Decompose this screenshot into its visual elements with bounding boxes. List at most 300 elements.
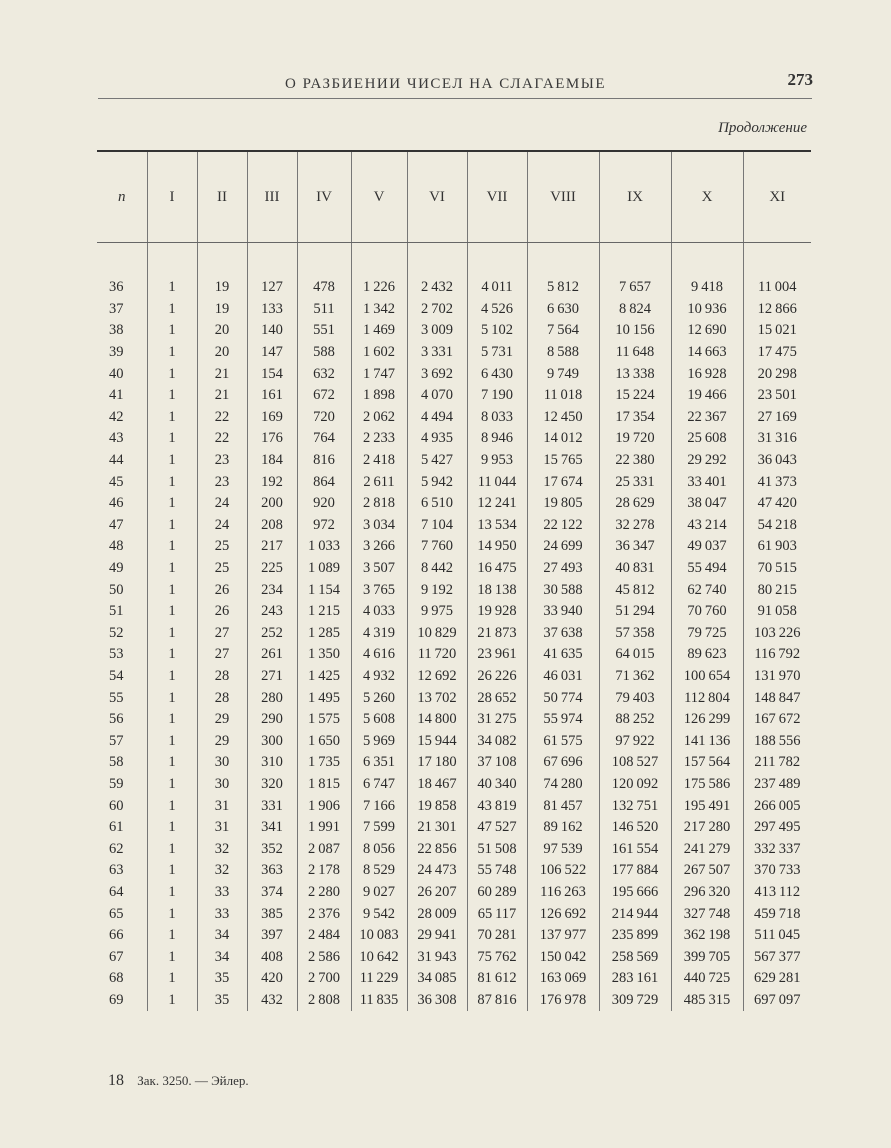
table-cell: 225 — [247, 558, 297, 580]
table-cell: 10 642 — [351, 946, 407, 968]
table-cell: 23 — [197, 471, 247, 493]
table-cell: 36 308 — [407, 990, 467, 1012]
table-cell: 4 319 — [351, 623, 407, 645]
table-row — [97, 795, 811, 817]
table-cell: 362 198 — [671, 925, 743, 947]
footer — [108, 1072, 249, 1090]
table-cell: 10 156 — [599, 320, 671, 342]
table-cell: 19 928 — [467, 601, 527, 623]
table-row — [97, 320, 811, 342]
table-cell: 8 824 — [599, 299, 671, 321]
table-cell: 147 — [247, 342, 297, 364]
table-cell: 100 654 — [671, 666, 743, 688]
row-index-cell: 66 — [109, 927, 124, 944]
table-cell: 296 320 — [671, 882, 743, 904]
table-cell: 37 638 — [527, 623, 599, 645]
table-cell: 31 275 — [467, 709, 527, 731]
table-cell: 161 554 — [599, 838, 671, 860]
table-cell: 141 136 — [671, 730, 743, 752]
table-cell: 11 720 — [407, 644, 467, 666]
table-cell: 478 — [297, 277, 351, 299]
table-row — [97, 471, 811, 493]
table-cell: 24 — [197, 493, 247, 515]
table-cell: 1 033 — [297, 536, 351, 558]
table-cell: 3 692 — [407, 363, 467, 385]
table-cell: 1 — [147, 687, 197, 709]
table-cell: 2 178 — [297, 860, 351, 882]
table-cell: 21 — [197, 385, 247, 407]
table-cell: 11 044 — [467, 471, 527, 493]
table-cell: 1 747 — [351, 363, 407, 385]
table-cell: 29 292 — [671, 450, 743, 472]
table-cell: 1 — [147, 709, 197, 731]
table-cell: 217 280 — [671, 817, 743, 839]
table-cell: 7 190 — [467, 385, 527, 407]
row-index-cell: 63 — [109, 862, 124, 879]
table-cell: 79 403 — [599, 687, 671, 709]
table-cell: 13 534 — [467, 515, 527, 537]
table-cell: 51 508 — [467, 838, 527, 860]
column-header: VII — [467, 151, 527, 243]
printer-note: Зак. 3250. — Эйлер. — [137, 1073, 249, 1088]
table-cell: 120 092 — [599, 774, 671, 796]
table-row — [97, 946, 811, 968]
table-cell: 70 281 — [467, 925, 527, 947]
table-cell: 1 089 — [297, 558, 351, 580]
table-cell: 432 — [247, 990, 297, 1012]
row-index-cell: 48 — [109, 538, 124, 555]
row-index-cell: 43 — [109, 430, 124, 447]
table-cell: 413 112 — [743, 882, 811, 904]
table-cell: 4 011 — [467, 277, 527, 299]
table-cell: 1 — [147, 946, 197, 968]
table-cell: 65 117 — [467, 903, 527, 925]
table-cell: 19 — [197, 299, 247, 321]
row-index-cell: 62 — [109, 840, 124, 857]
table-row — [97, 536, 811, 558]
table-cell: 55 494 — [671, 558, 743, 580]
table-cell: 271 — [247, 666, 297, 688]
table-cell: 280 — [247, 687, 297, 709]
table-cell: 97 922 — [599, 730, 671, 752]
table-cell: 34 — [197, 925, 247, 947]
table-cell: 331 — [247, 795, 297, 817]
column-header: IX — [599, 151, 671, 243]
table-cell: 35 — [197, 990, 247, 1012]
table-row — [97, 558, 811, 580]
table-cell: 588 — [297, 342, 351, 364]
table-cell: 28 629 — [599, 493, 671, 515]
table-row — [97, 493, 811, 515]
table-cell: 1 — [147, 385, 197, 407]
table-cell: 5 427 — [407, 450, 467, 472]
table-cell: 19 858 — [407, 795, 467, 817]
table-cell: 320 — [247, 774, 297, 796]
column-header: VIII — [527, 151, 599, 243]
table-cell: 1 — [147, 579, 197, 601]
table-cell: 1 226 — [351, 277, 407, 299]
row-index-cell: 36 — [109, 279, 124, 296]
table-row — [97, 860, 811, 882]
row-index-cell: 67 — [109, 948, 124, 965]
table-cell: 1 285 — [297, 623, 351, 645]
table-cell: 2 611 — [351, 471, 407, 493]
table-cell: 1 — [147, 882, 197, 904]
table-cell: 1 — [147, 407, 197, 429]
table-cell: 5 608 — [351, 709, 407, 731]
table-cell: 20 — [197, 320, 247, 342]
table-cell: 50 774 — [527, 687, 599, 709]
table-cell: 17 354 — [599, 407, 671, 429]
table-cell: 1 — [147, 623, 197, 645]
table-cell: 4 526 — [467, 299, 527, 321]
table-cell: 1 991 — [297, 817, 351, 839]
table-cell: 2 062 — [351, 407, 407, 429]
table-cell: 2 418 — [351, 450, 407, 472]
table-cell: 9 192 — [407, 579, 467, 601]
table-cell: 1 — [147, 450, 197, 472]
table-cell: 26 — [197, 579, 247, 601]
table-cell: 511 — [297, 299, 351, 321]
table-cell: 1 350 — [297, 644, 351, 666]
table-cell: 17 180 — [407, 752, 467, 774]
table-row — [97, 968, 811, 990]
table-cell: 19 — [197, 277, 247, 299]
table-cell: 33 401 — [671, 471, 743, 493]
table-cell: 1 — [147, 752, 197, 774]
table-cell: 6 747 — [351, 774, 407, 796]
table-cell: 51 294 — [599, 601, 671, 623]
column-header: XI — [743, 151, 811, 243]
table-cell: 106 522 — [527, 860, 599, 882]
table-cell: 116 792 — [743, 644, 811, 666]
table-cell: 208 — [247, 515, 297, 537]
table-cell: 816 — [297, 450, 351, 472]
table-cell: 237 489 — [743, 774, 811, 796]
table-cell: 1 469 — [351, 320, 407, 342]
table-cell: 1 — [147, 277, 197, 299]
table-cell: 22 122 — [527, 515, 599, 537]
table-cell: 485 315 — [671, 990, 743, 1012]
table-cell: 150 042 — [527, 946, 599, 968]
row-index-cell: 45 — [109, 473, 124, 490]
column-header: n — [97, 151, 147, 243]
table-cell: 28 009 — [407, 903, 467, 925]
row-index-cell: 49 — [109, 560, 124, 577]
table-cell: 47 527 — [467, 817, 527, 839]
row-index-cell: 37 — [109, 300, 124, 317]
table-cell: 61 575 — [527, 730, 599, 752]
table-cell: 310 — [247, 752, 297, 774]
table-row — [97, 644, 811, 666]
table-cell: 29 941 — [407, 925, 467, 947]
table-cell: 1 — [147, 363, 197, 385]
table-cell: 2 233 — [351, 428, 407, 450]
table-cell: 157 564 — [671, 752, 743, 774]
table-cell: 1 — [147, 558, 197, 580]
table-cell: 1 — [147, 428, 197, 450]
table-cell: 11 004 — [743, 277, 811, 299]
table-row — [97, 601, 811, 623]
table-cell: 1 — [147, 471, 197, 493]
table-cell: 26 — [197, 601, 247, 623]
table-row — [97, 579, 811, 601]
table-cell: 1 — [147, 968, 197, 990]
table-cell: 27 — [197, 623, 247, 645]
table-cell: 352 — [247, 838, 297, 860]
table-cell: 192 — [247, 471, 297, 493]
table-row — [97, 385, 811, 407]
table-cell: 177 884 — [599, 860, 671, 882]
table-cell: 261 — [247, 644, 297, 666]
row-index-cell: 57 — [109, 732, 124, 749]
row-index-cell: 54 — [109, 667, 124, 684]
table-row — [97, 774, 811, 796]
table-row — [97, 730, 811, 752]
row-index-cell: 47 — [109, 516, 124, 533]
table-row — [97, 752, 811, 774]
table-cell: 764 — [297, 428, 351, 450]
table-cell: 23 — [197, 450, 247, 472]
table-cell: 551 — [297, 320, 351, 342]
table-cell: 8 033 — [467, 407, 527, 429]
table-cell: 81 612 — [467, 968, 527, 990]
table-cell: 80 215 — [743, 579, 811, 601]
table-cell: 408 — [247, 946, 297, 968]
table-cell: 200 — [247, 493, 297, 515]
table-cell: 67 696 — [527, 752, 599, 774]
row-index-cell: 44 — [109, 452, 124, 469]
table-cell: 7 166 — [351, 795, 407, 817]
table-cell: 6 510 — [407, 493, 467, 515]
table-cell: 1 815 — [297, 774, 351, 796]
table-cell: 71 362 — [599, 666, 671, 688]
table-cell: 234 — [247, 579, 297, 601]
table-cell: 188 556 — [743, 730, 811, 752]
table-cell: 211 782 — [743, 752, 811, 774]
table-cell: 34 — [197, 946, 247, 968]
table-row — [97, 666, 811, 688]
table-cell: 1 — [147, 817, 197, 839]
table-cell: 397 — [247, 925, 297, 947]
table-cell: 8 588 — [527, 342, 599, 364]
table-body — [97, 243, 811, 1012]
table-cell: 1 — [147, 795, 197, 817]
table-cell: 1 — [147, 730, 197, 752]
table-cell: 21 873 — [467, 623, 527, 645]
table-cell: 32 — [197, 838, 247, 860]
table-cell: 3 765 — [351, 579, 407, 601]
row-index-cell: 52 — [109, 624, 124, 641]
table-cell: 1 650 — [297, 730, 351, 752]
table-cell: 11 648 — [599, 342, 671, 364]
table-cell: 385 — [247, 903, 297, 925]
table-cell: 12 450 — [527, 407, 599, 429]
table-cell: 26 207 — [407, 882, 467, 904]
row-index-cell: 42 — [109, 408, 124, 425]
table-cell: 36 347 — [599, 536, 671, 558]
table-cell: 864 — [297, 471, 351, 493]
table-cell: 34 085 — [407, 968, 467, 990]
table-cell: 420 — [247, 968, 297, 990]
table-cell: 22 380 — [599, 450, 671, 472]
table-cell: 32 278 — [599, 515, 671, 537]
table-row — [97, 817, 811, 839]
table-cell: 1 898 — [351, 385, 407, 407]
row-index-cell: 60 — [109, 797, 124, 814]
table-row — [97, 299, 811, 321]
table-cell: 18 467 — [407, 774, 467, 796]
table-cell: 12 866 — [743, 299, 811, 321]
table-cell: 632 — [297, 363, 351, 385]
table-cell: 341 — [247, 817, 297, 839]
table-cell: 140 — [247, 320, 297, 342]
table-cell: 15 944 — [407, 730, 467, 752]
table-cell: 9 542 — [351, 903, 407, 925]
table-cell: 17 674 — [527, 471, 599, 493]
table-cell: 6 430 — [467, 363, 527, 385]
table-cell: 108 527 — [599, 752, 671, 774]
table-cell: 235 899 — [599, 925, 671, 947]
table-cell: 176 — [247, 428, 297, 450]
table-cell: 5 812 — [527, 277, 599, 299]
table-cell: 103 226 — [743, 623, 811, 645]
table-cell: 91 058 — [743, 601, 811, 623]
table-cell: 300 — [247, 730, 297, 752]
table-cell: 37 108 — [467, 752, 527, 774]
table-cell: 3 331 — [407, 342, 467, 364]
table-cell: 25 — [197, 536, 247, 558]
table-cell: 12 690 — [671, 320, 743, 342]
table-cell: 195 491 — [671, 795, 743, 817]
table-cell: 399 705 — [671, 946, 743, 968]
table-cell: 30 — [197, 774, 247, 796]
table-cell: 8 056 — [351, 838, 407, 860]
column-header: II — [197, 151, 247, 243]
table-cell: 62 740 — [671, 579, 743, 601]
row-index-cell: 59 — [109, 775, 124, 792]
table-cell: 4 070 — [407, 385, 467, 407]
table-cell: 13 702 — [407, 687, 467, 709]
table-cell: 3 266 — [351, 536, 407, 558]
table-cell: 4 932 — [351, 666, 407, 688]
table-cell: 266 005 — [743, 795, 811, 817]
table-row — [97, 277, 811, 299]
table-cell: 1 215 — [297, 601, 351, 623]
table-cell: 154 — [247, 363, 297, 385]
table-cell: 40 831 — [599, 558, 671, 580]
table-cell: 1 — [147, 990, 197, 1012]
table-cell: 34 082 — [467, 730, 527, 752]
column-header: III — [247, 151, 297, 243]
table-cell: 33 940 — [527, 601, 599, 623]
table-cell: 112 804 — [671, 687, 743, 709]
table-cell: 184 — [247, 450, 297, 472]
table-cell: 243 — [247, 601, 297, 623]
table-cell: 22 856 — [407, 838, 467, 860]
table-cell: 14 663 — [671, 342, 743, 364]
table-cell: 1 — [147, 493, 197, 515]
table-cell: 4 935 — [407, 428, 467, 450]
table-cell: 74 280 — [527, 774, 599, 796]
table-cell: 720 — [297, 407, 351, 429]
table-cell: 11 835 — [351, 990, 407, 1012]
table-cell: 2 818 — [351, 493, 407, 515]
table-cell: 1 154 — [297, 579, 351, 601]
table-cell: 38 047 — [671, 493, 743, 515]
table-cell: 35 — [197, 968, 247, 990]
table-cell: 7 564 — [527, 320, 599, 342]
table-cell: 4 494 — [407, 407, 467, 429]
table-cell: 89 623 — [671, 644, 743, 666]
table-cell: 10 936 — [671, 299, 743, 321]
table-cell: 267 507 — [671, 860, 743, 882]
table-cell: 24 — [197, 515, 247, 537]
table-cell: 511 045 — [743, 925, 811, 947]
table-cell: 1 — [147, 601, 197, 623]
table-row — [97, 623, 811, 645]
table-cell: 297 495 — [743, 817, 811, 839]
table-cell: 697 097 — [743, 990, 811, 1012]
table-cell: 972 — [297, 515, 351, 537]
table-cell: 54 218 — [743, 515, 811, 537]
table-cell: 14 800 — [407, 709, 467, 731]
table-cell: 21 301 — [407, 817, 467, 839]
table-cell: 1 — [147, 774, 197, 796]
table-cell: 19 466 — [671, 385, 743, 407]
table-cell: 55 748 — [467, 860, 527, 882]
table-cell: 9 953 — [467, 450, 527, 472]
table-cell: 26 226 — [467, 666, 527, 688]
row-index-cell: 38 — [109, 322, 124, 339]
row-index-cell: 56 — [109, 711, 124, 728]
row-index-cell: 39 — [109, 344, 124, 361]
table-cell: 161 — [247, 385, 297, 407]
table-cell: 47 420 — [743, 493, 811, 515]
table-cell: 9 749 — [527, 363, 599, 385]
table-cell: 116 263 — [527, 882, 599, 904]
table-cell: 175 586 — [671, 774, 743, 796]
table-cell: 7 760 — [407, 536, 467, 558]
table-cell: 2 087 — [297, 838, 351, 860]
table-cell: 45 812 — [599, 579, 671, 601]
column-header: I — [147, 151, 197, 243]
table-cell: 332 337 — [743, 838, 811, 860]
table-cell: 363 — [247, 860, 297, 882]
table-cell: 1 — [147, 299, 197, 321]
table-cell: 241 279 — [671, 838, 743, 860]
column-header: X — [671, 151, 743, 243]
table-cell: 30 588 — [527, 579, 599, 601]
table-cell: 2 376 — [297, 903, 351, 925]
table-cell: 41 373 — [743, 471, 811, 493]
table-cell: 49 037 — [671, 536, 743, 558]
table-cell: 7 599 — [351, 817, 407, 839]
table-cell: 1 — [147, 666, 197, 688]
table-cell: 70 760 — [671, 601, 743, 623]
table-cell: 88 252 — [599, 709, 671, 731]
table-cell: 27 169 — [743, 407, 811, 429]
table-cell: 57 358 — [599, 623, 671, 645]
table-row — [97, 903, 811, 925]
table-cell: 327 748 — [671, 903, 743, 925]
table-row — [97, 342, 811, 364]
table-cell: 567 377 — [743, 946, 811, 968]
table-row — [97, 428, 811, 450]
table-cell: 7 657 — [599, 277, 671, 299]
table-cell: 31 — [197, 817, 247, 839]
table-cell: 19 720 — [599, 428, 671, 450]
